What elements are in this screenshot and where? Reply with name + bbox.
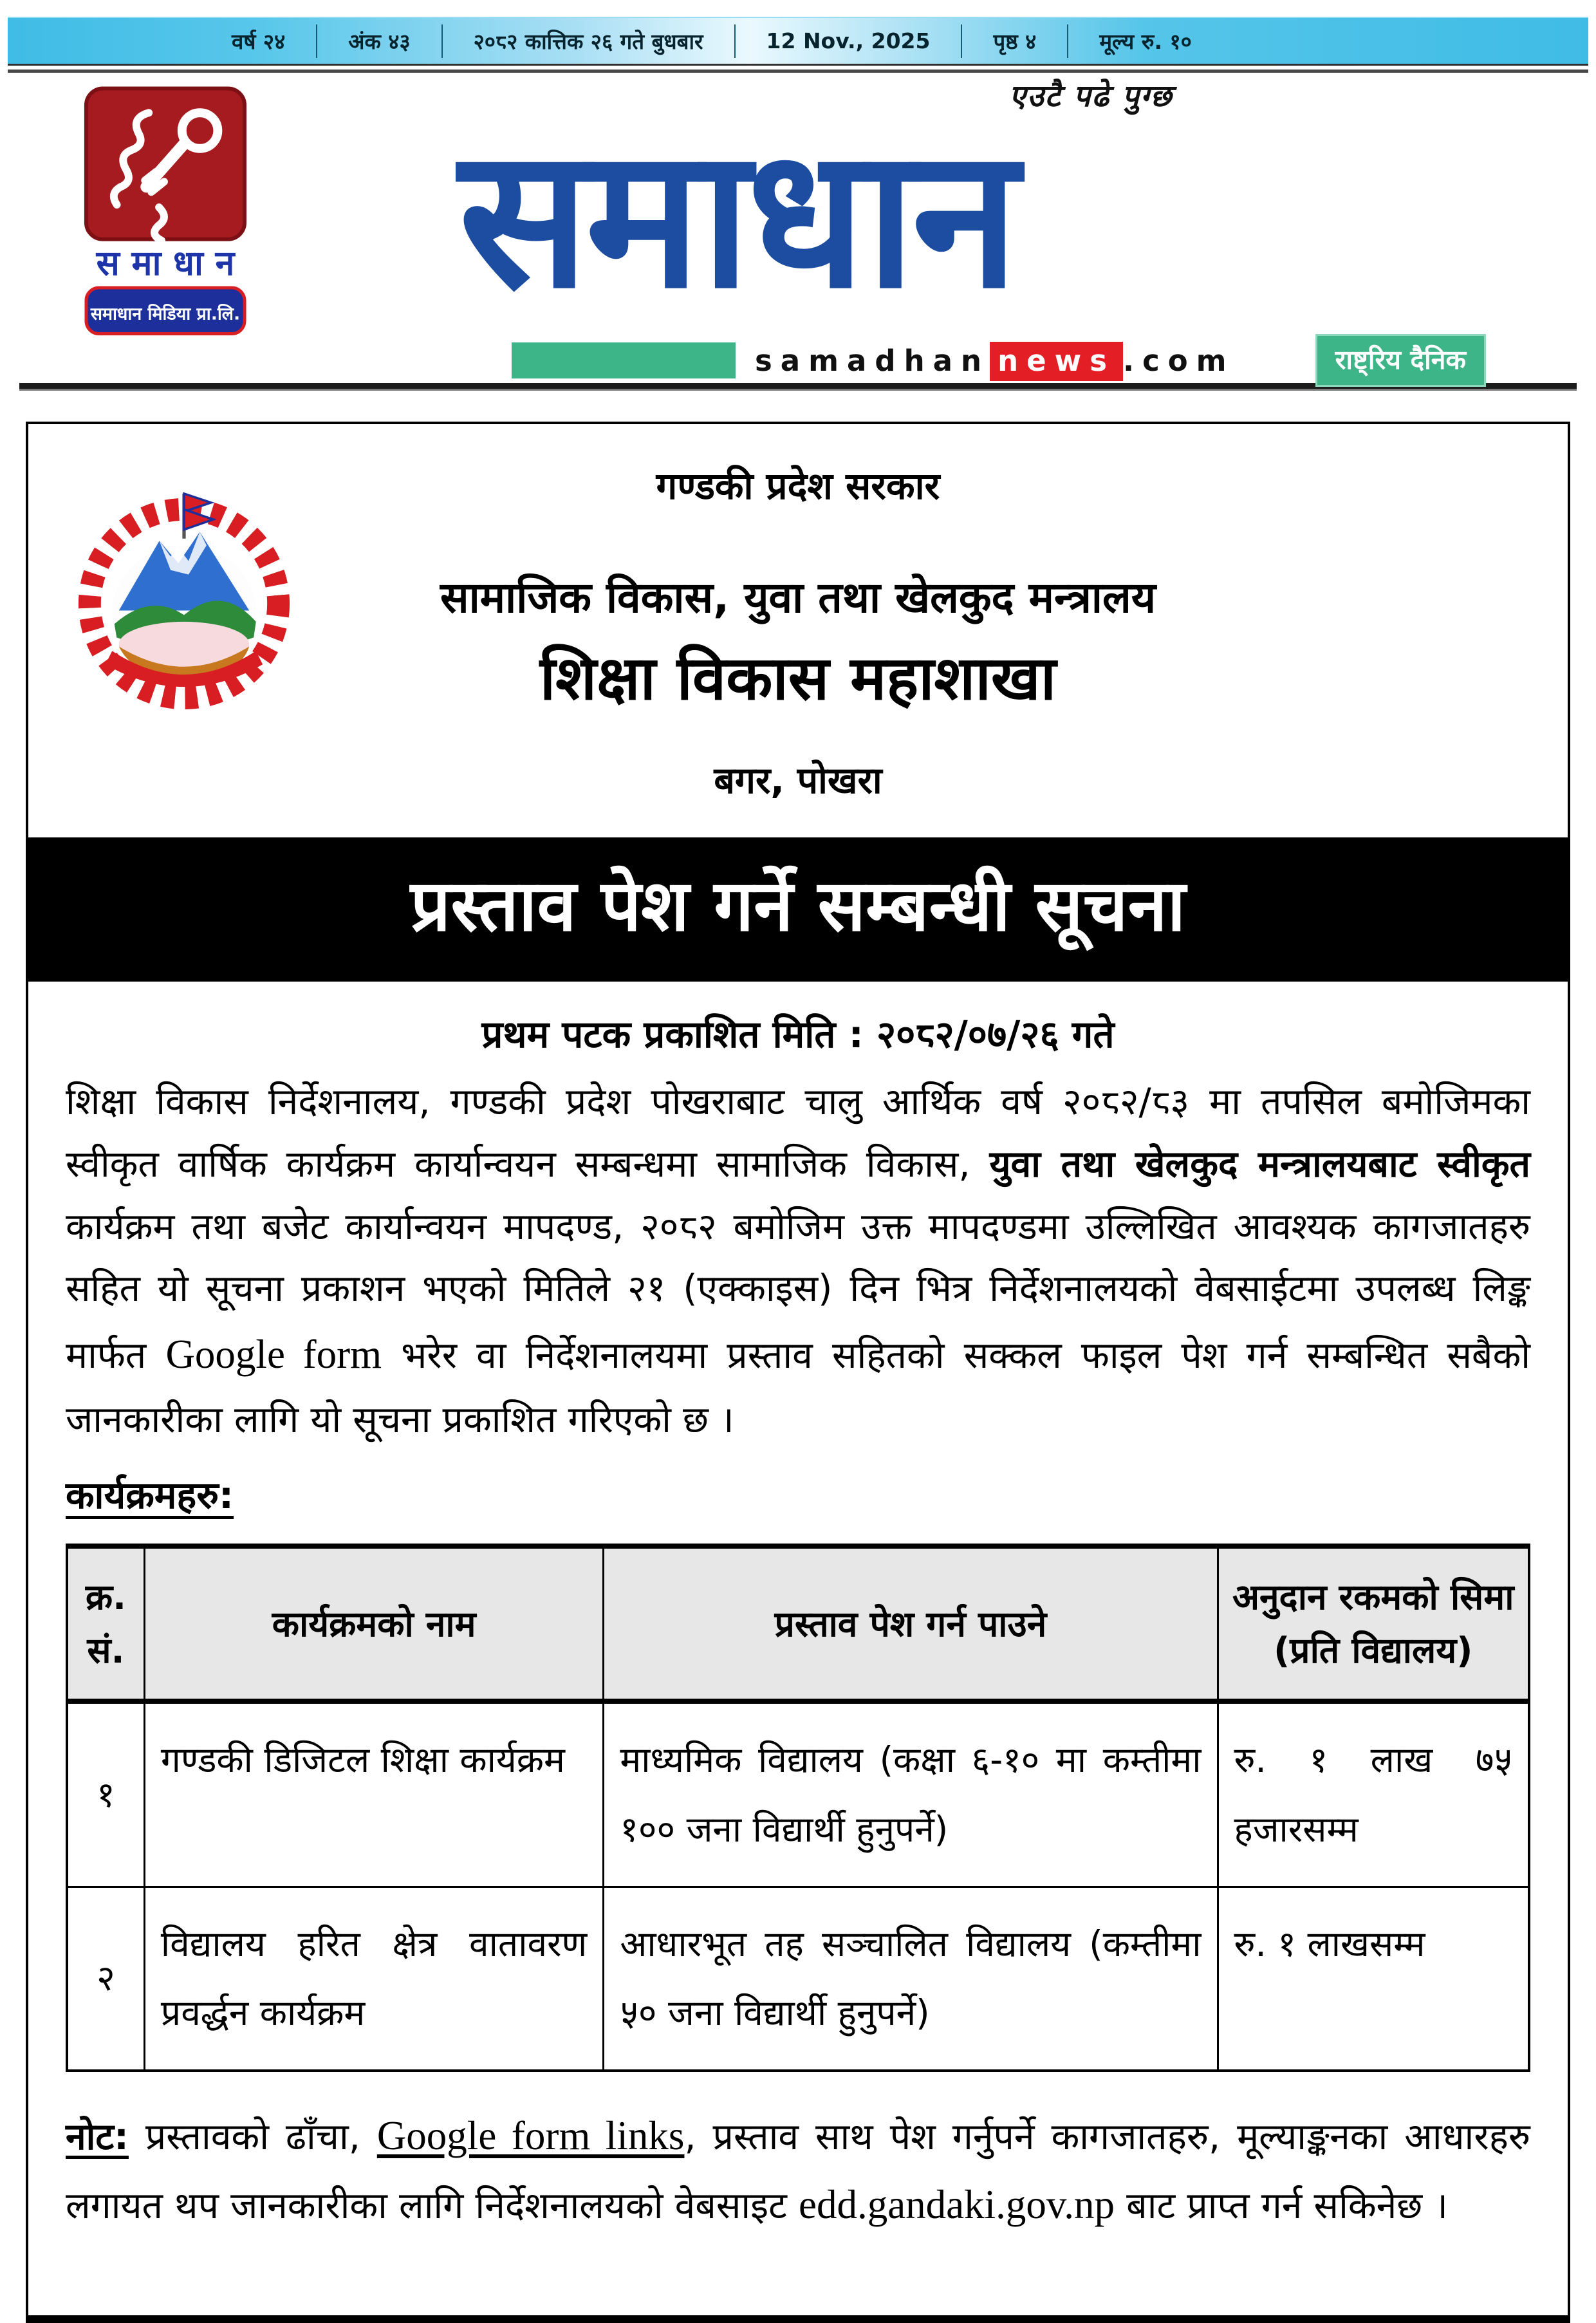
nepal-government-emblem <box>71 467 297 732</box>
table-cell: गण्डकी डिजिटल शिक्षा कार्यक्रम <box>144 1701 603 1887</box>
programs-table <box>66 1544 1530 2072</box>
table-cell: रु. १ लाखसम्म <box>1218 1887 1529 2071</box>
notice-content <box>28 1007 1568 2316</box>
table-head <box>67 1546 1529 1701</box>
samadhan-media-logo <box>82 83 248 339</box>
table-cell: रु. १ लाख ७५ हजारसम्म <box>1218 1701 1529 1887</box>
table-header-cell: प्रस्ताव पेश गर्न पाउने <box>604 1546 1218 1701</box>
table-row <box>67 1887 1529 2071</box>
table-header-cell: कार्यक्रमको नाम <box>144 1546 603 1701</box>
text-run: युवा तथा खेलकुद मन्त्रालयबाट स्वीकृत <box>989 1143 1530 1186</box>
notice-title-banner: प्रस्ताव पेश गर्ने सम्बन्धी सूचना <box>28 837 1568 982</box>
text-run: कार्यक्रम तथा बजेट कार्यान्वयन मापदण्ड, २०८२ बमोजिम उक्त मापदण्डमा उल्लिखित आवश्यक कागजातहरु सहित यो सूचना प्रकाशन भएको मितिले २१ (एक्काइस) दिन भित्र निर्देशनालयको वेबसाईटमा उपलब्ध लिङ्क मार्फत <box>66 1205 1531 1377</box>
masthead <box>0 73 1596 378</box>
text-run: प्रस्तावको ढाँचा, <box>128 2116 377 2159</box>
topbar-item: पृष्ठ ४ <box>993 29 1037 54</box>
website-news-box: news <box>990 342 1123 381</box>
topbar-item: वर्ष २४ <box>232 29 286 54</box>
table-cell: माध्यमिक विद्यालय (कक्षा ६-१० मा कम्तीमा १०० जना विद्यार्थी हुनुपर्ने) <box>604 1701 1218 1887</box>
text-run: शिक्षा विकास निर्देशनालय, गण्डकी प्रदेश पोखराबाट चालु आर्थिक वर्ष २०८२/८३ मा तपसिल बमोजिमका स्वीकृत वार्षिक कार्यक्रम कार्यान्वयन सम्बन्धमा सामाजिक विकास, <box>66 1080 1530 1186</box>
topbar-item: मूल्य रु. १० <box>1099 29 1192 54</box>
text-run: Google form links <box>376 2113 685 2159</box>
office-address: बगर, पोखरा <box>714 759 882 802</box>
topbar-item: 12 Nov., 2025 <box>766 28 931 53</box>
topbar-item: २०८२ कात्तिक २६ गते बुधबार <box>473 29 703 54</box>
table-header-row <box>67 1546 1529 1701</box>
national-daily-badge: राष्ट्रिय दैनिक <box>1315 334 1486 387</box>
website-prefix: samadhan <box>755 343 990 378</box>
table-body <box>67 1701 1529 2071</box>
text-run: edd.gandaki.gov.np <box>799 2182 1115 2228</box>
notice-box <box>26 422 1570 2323</box>
table-cell: आधारभूत तह सञ्चालित विद्यालय (कम्तीमा ५० जना विद्यार्थी हुनुपर्ने) <box>604 1887 1218 2071</box>
logo-company: समाधान मिडिया प्रा.लि. <box>90 304 241 324</box>
masthead-subbar <box>512 341 1486 380</box>
topbar-item: अंक ४३ <box>348 29 411 54</box>
programs-heading: कार्यक्रमहरु: <box>66 1473 234 1518</box>
text-run: बाट प्राप्त गर्न सकिनेछ । <box>1115 2185 1448 2228</box>
note-text <box>66 2102 1530 2315</box>
text-run: Google form <box>165 1332 382 1377</box>
text-run: , प्रस्ताव साथ पेश गर्नुपर्ने कागजातहरु, मूल्याङ्कनका आधारहरु लगायत थप जानकारीका लागि निर्देशनालयको वेबसाइट <box>66 2116 1530 2228</box>
logo-letters: स मा धा न <box>96 243 235 284</box>
government-name: गण्डकी प्रदेश सरकार <box>656 464 940 508</box>
text-run: भरेर वा निर्देशनालयमा प्रस्ताव सहितको सक्कल फाइल पेश गर्न सम्बन्धित सबैको जानकारीका लागि यो सूचना प्रकाशित गरिएको छ । <box>66 1334 1530 1442</box>
ministry-name: सामाजिक विकास, युवा तथा खेलकुद मन्त्रालय <box>440 572 1156 622</box>
publication-date: प्रथम पटक प्रकाशित मिति : २०८२/०७/२६ गते <box>481 1012 1115 1056</box>
table-cell: २ <box>67 1887 144 2071</box>
green-bar <box>512 342 736 378</box>
masthead-tagline: एउटै पढे पुग्छ <box>1009 79 1173 114</box>
website-url <box>755 344 1235 378</box>
paper-title: समाधान <box>458 106 1016 331</box>
org-header <box>28 424 1568 837</box>
newspaper-page <box>0 17 1596 2275</box>
table-row <box>67 1701 1529 1887</box>
text-run: नोट: <box>66 2116 129 2159</box>
notice-body <box>66 1071 1530 1452</box>
website-suffix: .com <box>1122 343 1235 378</box>
table-header-cell: क्र. सं. <box>67 1546 144 1701</box>
table-cell: विद्यालय हरित क्षेत्र वातावरण प्रवर्द्धन कार्यक्रम <box>144 1887 603 2071</box>
table-header-cell: अनुदान रकमको सिमा (प्रति विद्यालय) <box>1218 1546 1529 1701</box>
nepal-flag <box>184 494 213 539</box>
division-name: शिक्षा विकास महाशाखा <box>539 644 1057 714</box>
table-cell: १ <box>67 1701 144 1887</box>
